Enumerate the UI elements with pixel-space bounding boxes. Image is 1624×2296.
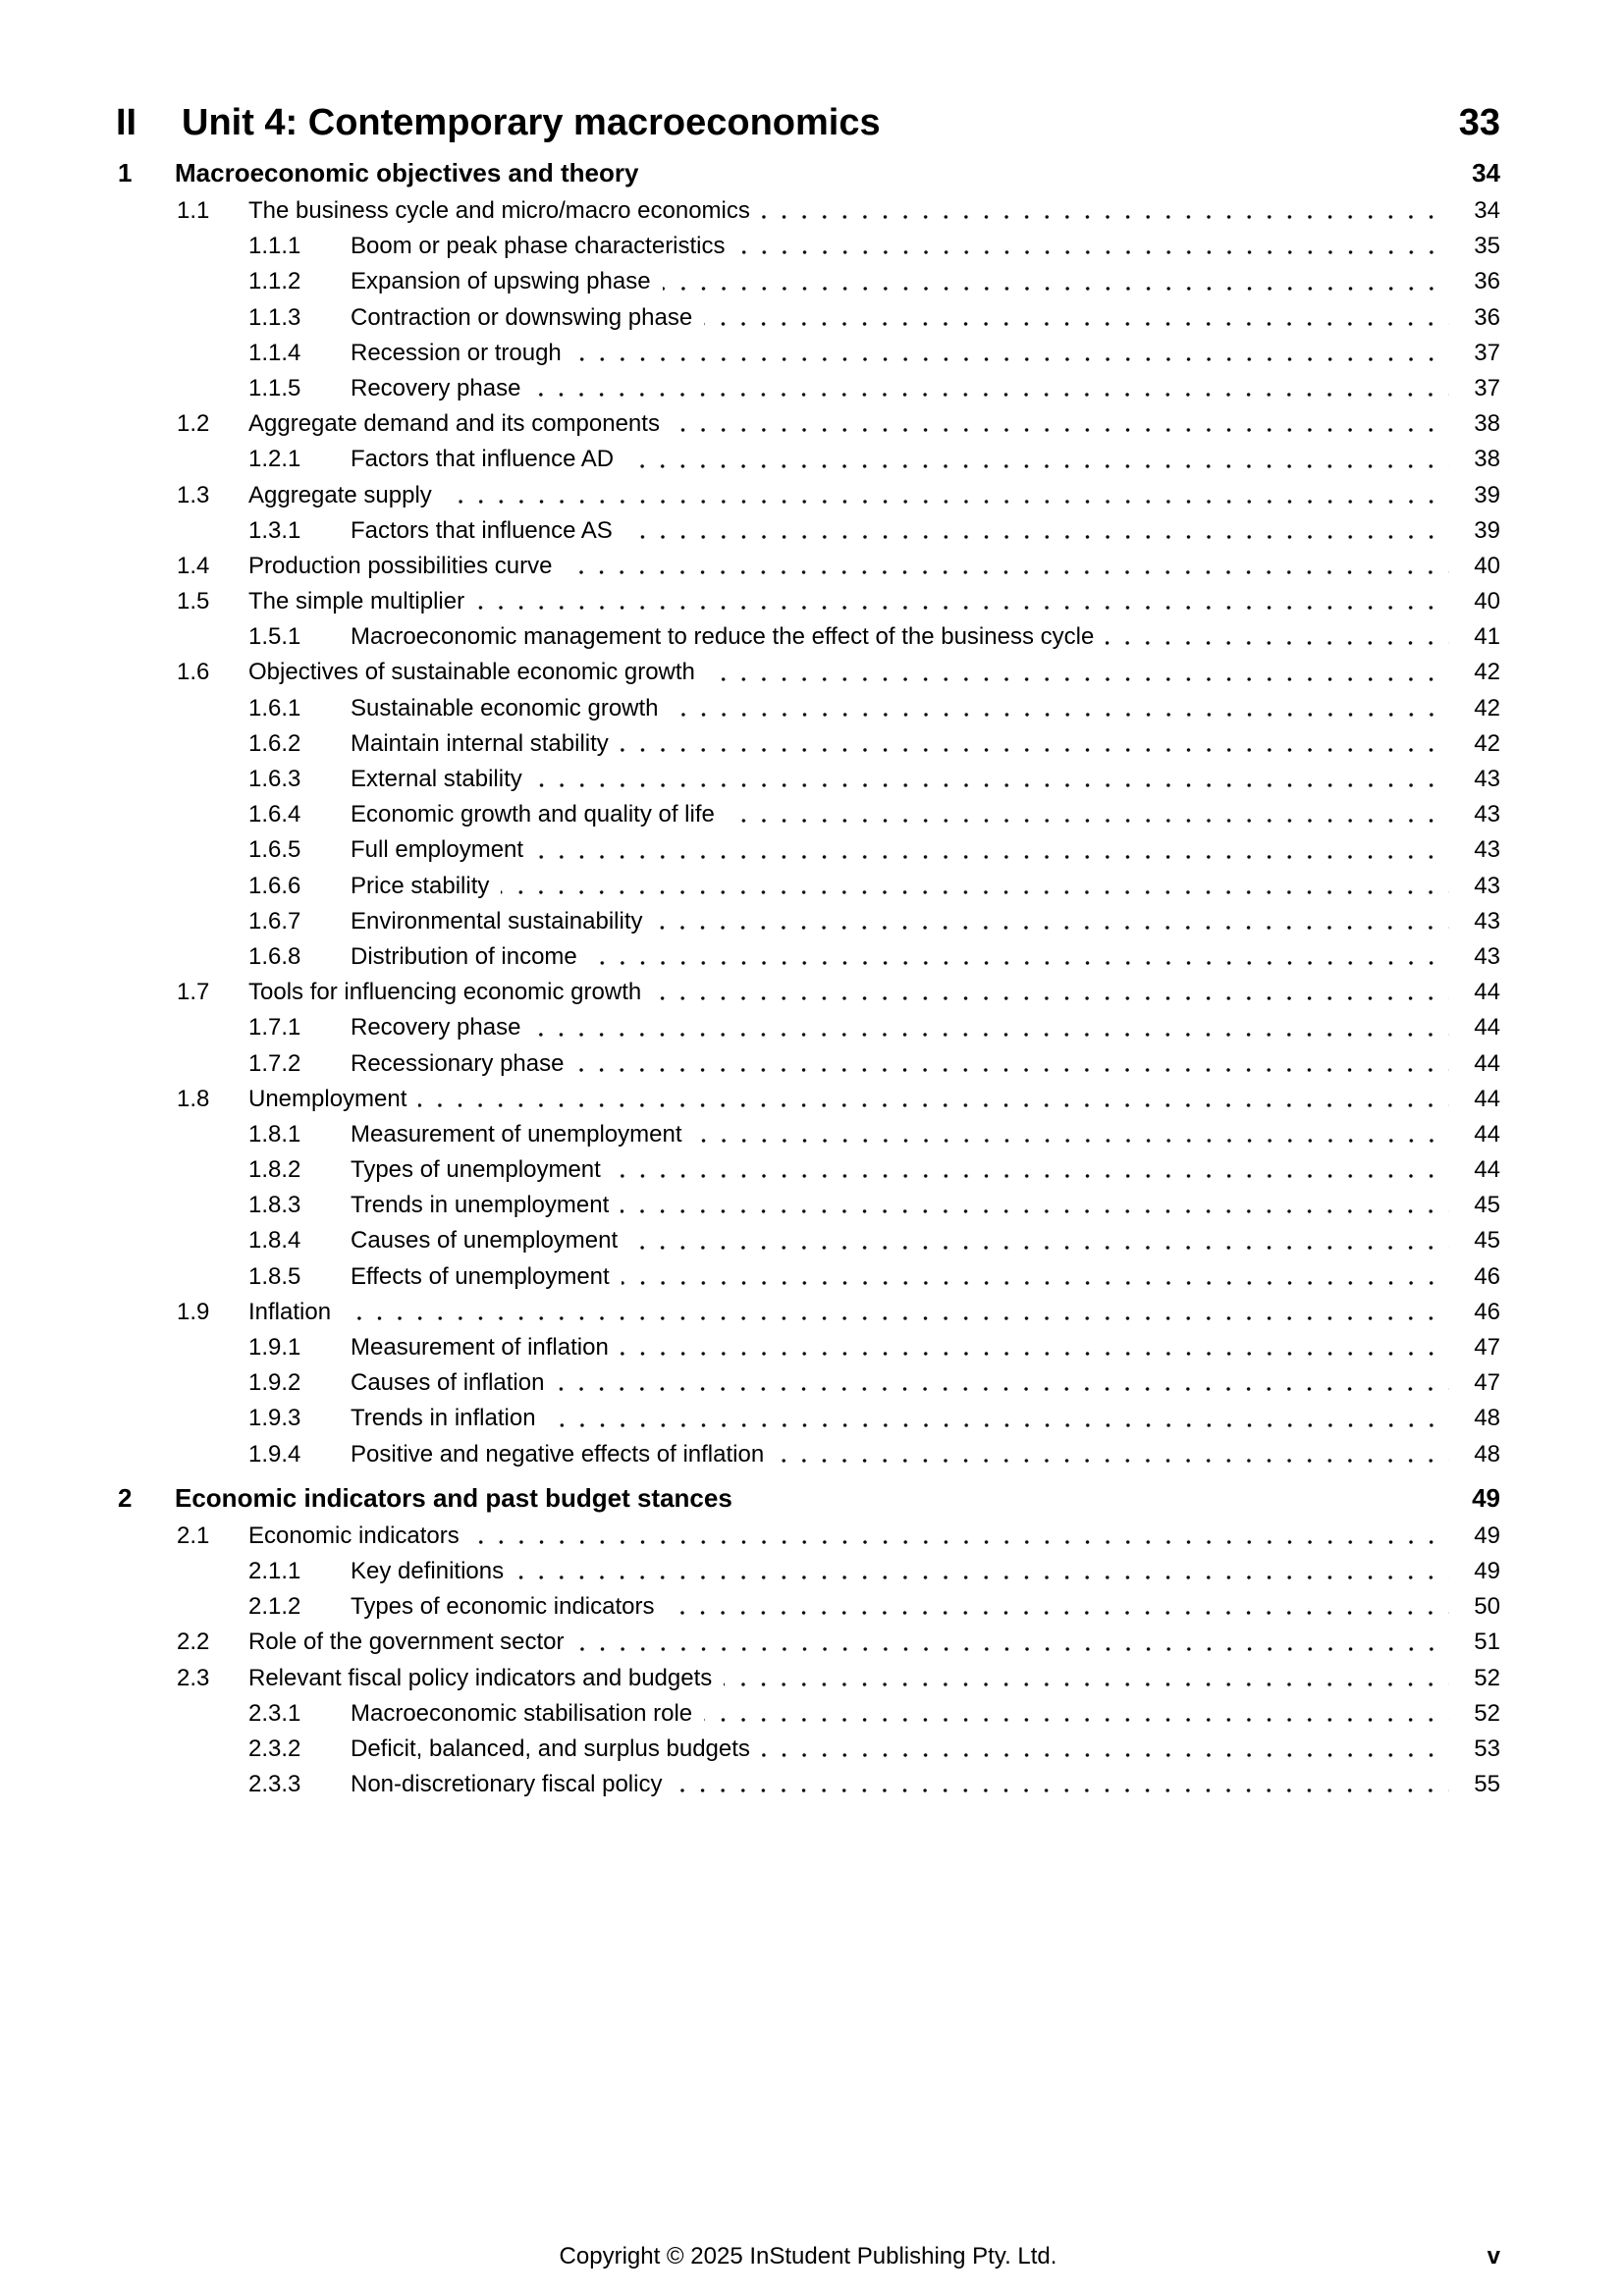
dot-leader bbox=[629, 1246, 1449, 1250]
toc-entry-row[interactable] bbox=[116, 1082, 1500, 1117]
dot-leader bbox=[671, 713, 1449, 717]
toc-entry-number: 2.3.2 bbox=[248, 1735, 301, 1762]
toc-entry-number: 1.8.3 bbox=[248, 1192, 301, 1219]
toc-entry-title: Price stability bbox=[351, 872, 490, 899]
toc-entry-number: 1.6.4 bbox=[248, 801, 301, 828]
toc-entry-title: Recovery phase bbox=[351, 1014, 521, 1041]
toc-entry-page-number: 55 bbox=[1474, 1771, 1500, 1798]
dot-leader bbox=[1106, 641, 1449, 645]
toc-entry-title: Boom or peak phase characteristics bbox=[351, 233, 726, 260]
toc-entry-number: 1.1.2 bbox=[248, 268, 301, 295]
toc-entry-row[interactable] bbox=[116, 371, 1500, 406]
dot-leader bbox=[621, 1352, 1449, 1356]
toc-entry-row[interactable] bbox=[116, 869, 1500, 904]
toc-entry-title: External stability bbox=[351, 766, 522, 792]
toc-entry-number: 1.1.1 bbox=[248, 233, 301, 260]
toc-entry-title: Measurement of inflation bbox=[351, 1334, 609, 1361]
toc-entry-title: Types of economic indicators bbox=[351, 1593, 655, 1621]
dot-leader bbox=[556, 1387, 1449, 1391]
toc-entry-title: Macroeconomic objectives and theory bbox=[175, 158, 639, 187]
part-heading-row[interactable] bbox=[116, 98, 1500, 147]
toc-entry-title: Expansion of upswing phase bbox=[351, 268, 651, 295]
toc-entry-title: Full employment bbox=[351, 836, 524, 864]
dot-leader bbox=[666, 1611, 1449, 1615]
toc-entry-number: 1.8.2 bbox=[248, 1156, 301, 1184]
toc-entry-page-number: 41 bbox=[1474, 623, 1500, 651]
toc-entry-page-number: 48 bbox=[1474, 1440, 1500, 1468]
toc-entry-row[interactable] bbox=[116, 406, 1500, 442]
toc-entry-number: 1.6.7 bbox=[248, 907, 301, 934]
toc-entry-page-number: 34 bbox=[1474, 197, 1500, 224]
footer-page-number: v bbox=[1487, 2243, 1500, 2269]
toc-entry-page-number: 48 bbox=[1474, 1405, 1500, 1432]
toc-entry-row[interactable] bbox=[116, 1625, 1500, 1660]
toc-entry-row[interactable] bbox=[116, 478, 1500, 513]
toc-entry-title: Economic indicators bbox=[248, 1522, 460, 1549]
dot-leader bbox=[343, 1316, 1449, 1320]
toc-entry-page-number: 49 bbox=[1472, 1482, 1500, 1513]
toc-entry-title: Relevant fiscal policy indicators and budgets bbox=[248, 1664, 713, 1691]
toc-entry-number: 2 bbox=[118, 1482, 133, 1513]
toc-entry-row[interactable] bbox=[116, 1330, 1500, 1365]
toc-entry-page-number: 40 bbox=[1474, 552, 1500, 579]
toc-entry-number: 2.3 bbox=[177, 1664, 210, 1691]
toc-entry-title: Production possibilities curve bbox=[248, 552, 553, 579]
toc-entry-page-number: 36 bbox=[1474, 303, 1500, 331]
dot-leader bbox=[444, 500, 1449, 504]
dot-leader bbox=[532, 393, 1449, 397]
toc-entry-row[interactable] bbox=[116, 1589, 1500, 1625]
toc-entry-page-number: 43 bbox=[1474, 907, 1500, 934]
toc-entry-row[interactable] bbox=[116, 264, 1500, 299]
toc-entry-title: Types of unemployment bbox=[351, 1156, 601, 1184]
toc-entry-page-number: 49 bbox=[1474, 1557, 1500, 1584]
toc-entry-page-number: 44 bbox=[1474, 1120, 1500, 1148]
toc-entry-number: 1 bbox=[118, 158, 133, 187]
toc-entry-page-number: 45 bbox=[1474, 1192, 1500, 1219]
toc-entry-title: Environmental sustainability bbox=[351, 907, 643, 934]
toc-entry-number: 1.3.1 bbox=[248, 516, 301, 544]
toc-entry-number: 2.1.1 bbox=[248, 1557, 301, 1584]
toc-entry-page-number: 35 bbox=[1474, 233, 1500, 260]
dot-leader bbox=[535, 855, 1449, 859]
dot-leader bbox=[737, 250, 1449, 254]
toc-entry-page-number: 46 bbox=[1474, 1262, 1500, 1290]
toc-entry-row[interactable] bbox=[116, 832, 1500, 868]
dot-leader bbox=[589, 961, 1449, 965]
toc-entry-page-number: 40 bbox=[1474, 588, 1500, 615]
toc-entry-row[interactable] bbox=[116, 1696, 1500, 1732]
toc-entry-page-number: 45 bbox=[1474, 1227, 1500, 1255]
toc-entry-page-number: 47 bbox=[1474, 1334, 1500, 1361]
toc-entry-number: 1.1 bbox=[177, 197, 210, 224]
toc-entry-row[interactable] bbox=[116, 1259, 1500, 1295]
toc-entry-number: 1.2.1 bbox=[248, 446, 301, 473]
toc-section-row[interactable] bbox=[116, 153, 1500, 193]
toc-entry-row[interactable] bbox=[116, 904, 1500, 939]
toc-entry-title: The simple multiplier bbox=[248, 588, 465, 615]
toc-entry-title: Key definitions bbox=[351, 1557, 505, 1584]
toc-entry-row[interactable] bbox=[116, 193, 1500, 229]
toc-entry-title: Objectives of sustainable economic growth bbox=[248, 659, 695, 686]
toc-entry-row[interactable] bbox=[116, 1401, 1500, 1436]
toc-entry-title: Unemployment bbox=[248, 1085, 407, 1112]
toc-entry-number: 1.6.3 bbox=[248, 766, 301, 792]
toc-entry-title: Role of the government sector bbox=[248, 1629, 565, 1656]
toc-entry-number: 1.5 bbox=[177, 588, 210, 615]
dot-leader bbox=[624, 535, 1449, 539]
dot-leader bbox=[501, 890, 1449, 894]
toc-entry-title: Recovery phase bbox=[351, 374, 521, 401]
toc-entry-number: 2.1.2 bbox=[248, 1593, 301, 1621]
toc-entry-page-number: 37 bbox=[1474, 374, 1500, 401]
dot-leader bbox=[724, 1682, 1449, 1686]
toc-entry-number: 1.6.8 bbox=[248, 942, 301, 970]
toc-entry-number: 1.7 bbox=[177, 979, 210, 1006]
toc-entry-row[interactable] bbox=[116, 975, 1500, 1010]
dot-leader bbox=[621, 748, 1449, 752]
toc-entry-row[interactable] bbox=[116, 1767, 1500, 1802]
dot-leader bbox=[707, 677, 1449, 681]
toc-entry-page-number: 43 bbox=[1474, 836, 1500, 864]
toc-entry-number: 1.8 bbox=[177, 1085, 210, 1112]
dot-leader bbox=[762, 1753, 1449, 1757]
toc-entry-title: Effects of unemployment bbox=[351, 1262, 610, 1290]
toc-entry-page-number: 42 bbox=[1474, 729, 1500, 757]
dot-leader bbox=[573, 357, 1449, 361]
toc-entry-title: Deficit, balanced, and surplus budgets bbox=[351, 1735, 750, 1762]
toc-entry-page-number: 42 bbox=[1474, 694, 1500, 721]
toc-entry-title: The business cycle and micro/macro economics bbox=[248, 197, 750, 224]
toc-entry-number: 1.9.1 bbox=[248, 1334, 301, 1361]
toc-entry-row[interactable] bbox=[116, 1152, 1500, 1188]
toc-entry-row[interactable] bbox=[116, 726, 1500, 762]
toc-entry-number: 1.7.2 bbox=[248, 1049, 301, 1077]
toc-entry-title: Factors that influence AS bbox=[351, 516, 613, 544]
toc-entry-title: Aggregate demand and its components bbox=[248, 410, 660, 438]
toc-entry-row[interactable] bbox=[116, 549, 1500, 584]
dot-leader bbox=[576, 1647, 1449, 1651]
toc-entry-number: 1.7.1 bbox=[248, 1014, 301, 1041]
toc-entry-title: Maintain internal stability bbox=[351, 729, 609, 757]
toc-entry-number: 1.1.4 bbox=[248, 339, 301, 366]
toc-entry-number: 2.1 bbox=[177, 1522, 210, 1549]
toc-entry-page-number: 52 bbox=[1474, 1699, 1500, 1727]
dot-leader bbox=[575, 1068, 1449, 1072]
toc-entry-page-number: 52 bbox=[1474, 1664, 1500, 1691]
dot-leader bbox=[515, 1575, 1449, 1579]
dot-leader bbox=[534, 783, 1449, 787]
toc-entry-number: 1.6.2 bbox=[248, 729, 301, 757]
toc-entry-row[interactable] bbox=[116, 1223, 1500, 1258]
dot-leader bbox=[672, 428, 1449, 432]
dot-leader bbox=[776, 1459, 1449, 1463]
toc-entry-title: Distribution of income bbox=[351, 942, 577, 970]
toc-entry-number: 1.6.5 bbox=[248, 836, 301, 864]
toc-entry-number: 1.1.5 bbox=[248, 374, 301, 401]
toc-entry-number: 1.8.1 bbox=[248, 1120, 301, 1148]
dot-leader bbox=[704, 322, 1449, 326]
toc-list bbox=[116, 153, 1500, 1802]
toc-entry-page-number: 37 bbox=[1474, 339, 1500, 366]
toc-entry-row[interactable] bbox=[116, 1117, 1500, 1152]
toc-entry-number: 2.3.1 bbox=[248, 1699, 301, 1727]
toc-entry-page-number: 43 bbox=[1474, 942, 1500, 970]
toc-entry-row[interactable] bbox=[116, 1188, 1500, 1223]
toc-entry-number: 1.2 bbox=[177, 410, 210, 438]
dot-leader bbox=[564, 570, 1449, 574]
toc-entry-number: 1.6 bbox=[177, 659, 210, 686]
toc-entry-title: Economic indicators and past budget stances bbox=[175, 1482, 732, 1513]
toc-entry-row[interactable] bbox=[116, 1437, 1500, 1472]
toc-entry-title: Trends in inflation bbox=[351, 1405, 536, 1432]
toc-entry-page-number: 36 bbox=[1474, 268, 1500, 295]
toc-entry-number: 1.9 bbox=[177, 1298, 210, 1325]
toc-entry-row[interactable] bbox=[116, 1046, 1500, 1082]
toc-entry-title: Contraction or downswing phase bbox=[351, 303, 693, 331]
dot-leader bbox=[476, 606, 1449, 610]
table-of-contents bbox=[116, 0, 1500, 1802]
toc-entry-row[interactable] bbox=[116, 939, 1500, 975]
toc-entry-page-number: 50 bbox=[1474, 1593, 1500, 1621]
toc-entry-title: Causes of inflation bbox=[351, 1369, 545, 1397]
toc-entry-row[interactable] bbox=[116, 442, 1500, 477]
toc-entry-page-number: 34 bbox=[1472, 158, 1500, 187]
toc-entry-number: 1.8.4 bbox=[248, 1227, 301, 1255]
toc-entry-number: 1.1.3 bbox=[248, 303, 301, 331]
toc-entry-row[interactable] bbox=[116, 336, 1500, 371]
dot-leader bbox=[471, 1540, 1449, 1544]
dot-leader bbox=[663, 287, 1449, 291]
toc-entry-row[interactable] bbox=[116, 584, 1500, 619]
toc-entry-page-number: 47 bbox=[1474, 1369, 1500, 1397]
toc-entry-page-number: 43 bbox=[1474, 766, 1500, 792]
part-page-number: 33 bbox=[1458, 102, 1500, 143]
dot-leader bbox=[548, 1423, 1449, 1427]
dot-leader bbox=[762, 215, 1449, 219]
toc-entry-page-number: 46 bbox=[1474, 1298, 1500, 1325]
toc-entry-page-number: 49 bbox=[1474, 1522, 1500, 1549]
toc-entry-row[interactable] bbox=[116, 619, 1500, 655]
toc-entry-page-number: 39 bbox=[1474, 516, 1500, 544]
toc-entry-number: 1.5.1 bbox=[248, 623, 301, 651]
toc-entry-number: 1.8.5 bbox=[248, 1262, 301, 1290]
toc-entry-row[interactable] bbox=[116, 797, 1500, 832]
toc-entry-row[interactable] bbox=[116, 1365, 1500, 1401]
toc-entry-number: 1.9.3 bbox=[248, 1405, 301, 1432]
toc-entry-page-number: 38 bbox=[1474, 446, 1500, 473]
toc-entry-title: Macroeconomic stabilisation role bbox=[351, 1699, 693, 1727]
toc-entry-title: Factors that influence AD bbox=[351, 446, 615, 473]
toc-entry-number: 1.6.1 bbox=[248, 694, 301, 721]
part-number: II bbox=[116, 102, 137, 143]
dot-leader bbox=[674, 1789, 1449, 1792]
dot-leader bbox=[625, 464, 1449, 468]
part-title: Unit 4: Contemporary macroeconomics bbox=[182, 102, 881, 143]
toc-entry-row[interactable] bbox=[116, 1010, 1500, 1045]
toc-entry-row[interactable] bbox=[116, 1554, 1500, 1589]
dot-leader bbox=[653, 996, 1449, 1000]
toc-entry-row[interactable] bbox=[116, 1732, 1500, 1767]
toc-entry-number: 2.2 bbox=[177, 1629, 210, 1656]
toc-entry-title: Recessionary phase bbox=[351, 1049, 565, 1077]
dot-leader bbox=[654, 926, 1449, 930]
dot-leader bbox=[613, 1174, 1449, 1178]
toc-entry-page-number: 38 bbox=[1474, 410, 1500, 438]
toc-entry-page-number: 43 bbox=[1474, 801, 1500, 828]
toc-entry-page-number: 44 bbox=[1474, 1085, 1500, 1112]
toc-entry-page-number: 42 bbox=[1474, 659, 1500, 686]
toc-entry-number: 1.4 bbox=[177, 552, 210, 579]
toc-entry-page-number: 44 bbox=[1474, 1156, 1500, 1184]
toc-entry-title: Trends in unemployment bbox=[351, 1192, 610, 1219]
toc-entry-row[interactable] bbox=[116, 513, 1500, 549]
toc-entry-title: Macroeconomic management to reduce the effect of the business cycle bbox=[351, 623, 1095, 651]
toc-entry-title: Aggregate supply bbox=[248, 481, 432, 508]
dot-leader bbox=[621, 1209, 1449, 1213]
toc-entry-row[interactable] bbox=[116, 762, 1500, 797]
toc-entry-title: Economic growth and quality of life bbox=[351, 801, 715, 828]
toc-entry-title: Tools for influencing economic growth bbox=[248, 979, 642, 1006]
toc-entry-title: Causes of unemployment bbox=[351, 1227, 619, 1255]
toc-entry-number: 1.9.4 bbox=[248, 1440, 301, 1468]
toc-entry-title: Measurement of unemployment bbox=[351, 1120, 682, 1148]
toc-entry-title: Recession or trough bbox=[351, 339, 562, 366]
dot-leader bbox=[727, 819, 1449, 823]
toc-entry-page-number: 43 bbox=[1474, 872, 1500, 899]
toc-entry-number: 1.6.6 bbox=[248, 872, 301, 899]
toc-entry-number: 2.3.3 bbox=[248, 1771, 301, 1798]
toc-entry-row[interactable] bbox=[116, 229, 1500, 264]
footer-copyright: Copyright © 2025 InStudent Publishing Pty. Ltd. bbox=[559, 2243, 1057, 2269]
toc-section-row[interactable] bbox=[116, 1478, 1500, 1519]
toc-entry-page-number: 39 bbox=[1474, 481, 1500, 508]
toc-entry-page-number: 44 bbox=[1474, 1014, 1500, 1041]
toc-entry-number: 1.3 bbox=[177, 481, 210, 508]
toc-entry-row[interactable] bbox=[116, 300, 1500, 336]
dot-leader bbox=[622, 1281, 1449, 1285]
dot-leader bbox=[704, 1718, 1449, 1722]
toc-entry-number: 1.9.2 bbox=[248, 1369, 301, 1397]
page-footer bbox=[116, 2240, 1500, 2273]
toc-entry-title: Sustainable economic growth bbox=[351, 694, 659, 721]
toc-entry-row[interactable] bbox=[116, 655, 1500, 690]
toc-entry-page-number: 53 bbox=[1474, 1735, 1500, 1762]
toc-entry-page-number: 51 bbox=[1474, 1629, 1500, 1656]
toc-entry-row[interactable] bbox=[116, 1661, 1500, 1696]
dot-leader bbox=[694, 1139, 1450, 1143]
dot-leader bbox=[418, 1103, 1449, 1107]
toc-entry-title: Non-discretionary fiscal policy bbox=[351, 1771, 663, 1798]
toc-entry-row[interactable] bbox=[116, 691, 1500, 726]
toc-entry-title: Positive and negative effects of inflation bbox=[351, 1440, 765, 1468]
toc-entry-row[interactable] bbox=[116, 1519, 1500, 1554]
dot-leader bbox=[532, 1033, 1449, 1037]
toc-entry-page-number: 44 bbox=[1474, 1049, 1500, 1077]
toc-entry-title: Inflation bbox=[248, 1298, 332, 1325]
toc-entry-row[interactable] bbox=[116, 1295, 1500, 1330]
toc-entry-page-number: 44 bbox=[1474, 979, 1500, 1006]
